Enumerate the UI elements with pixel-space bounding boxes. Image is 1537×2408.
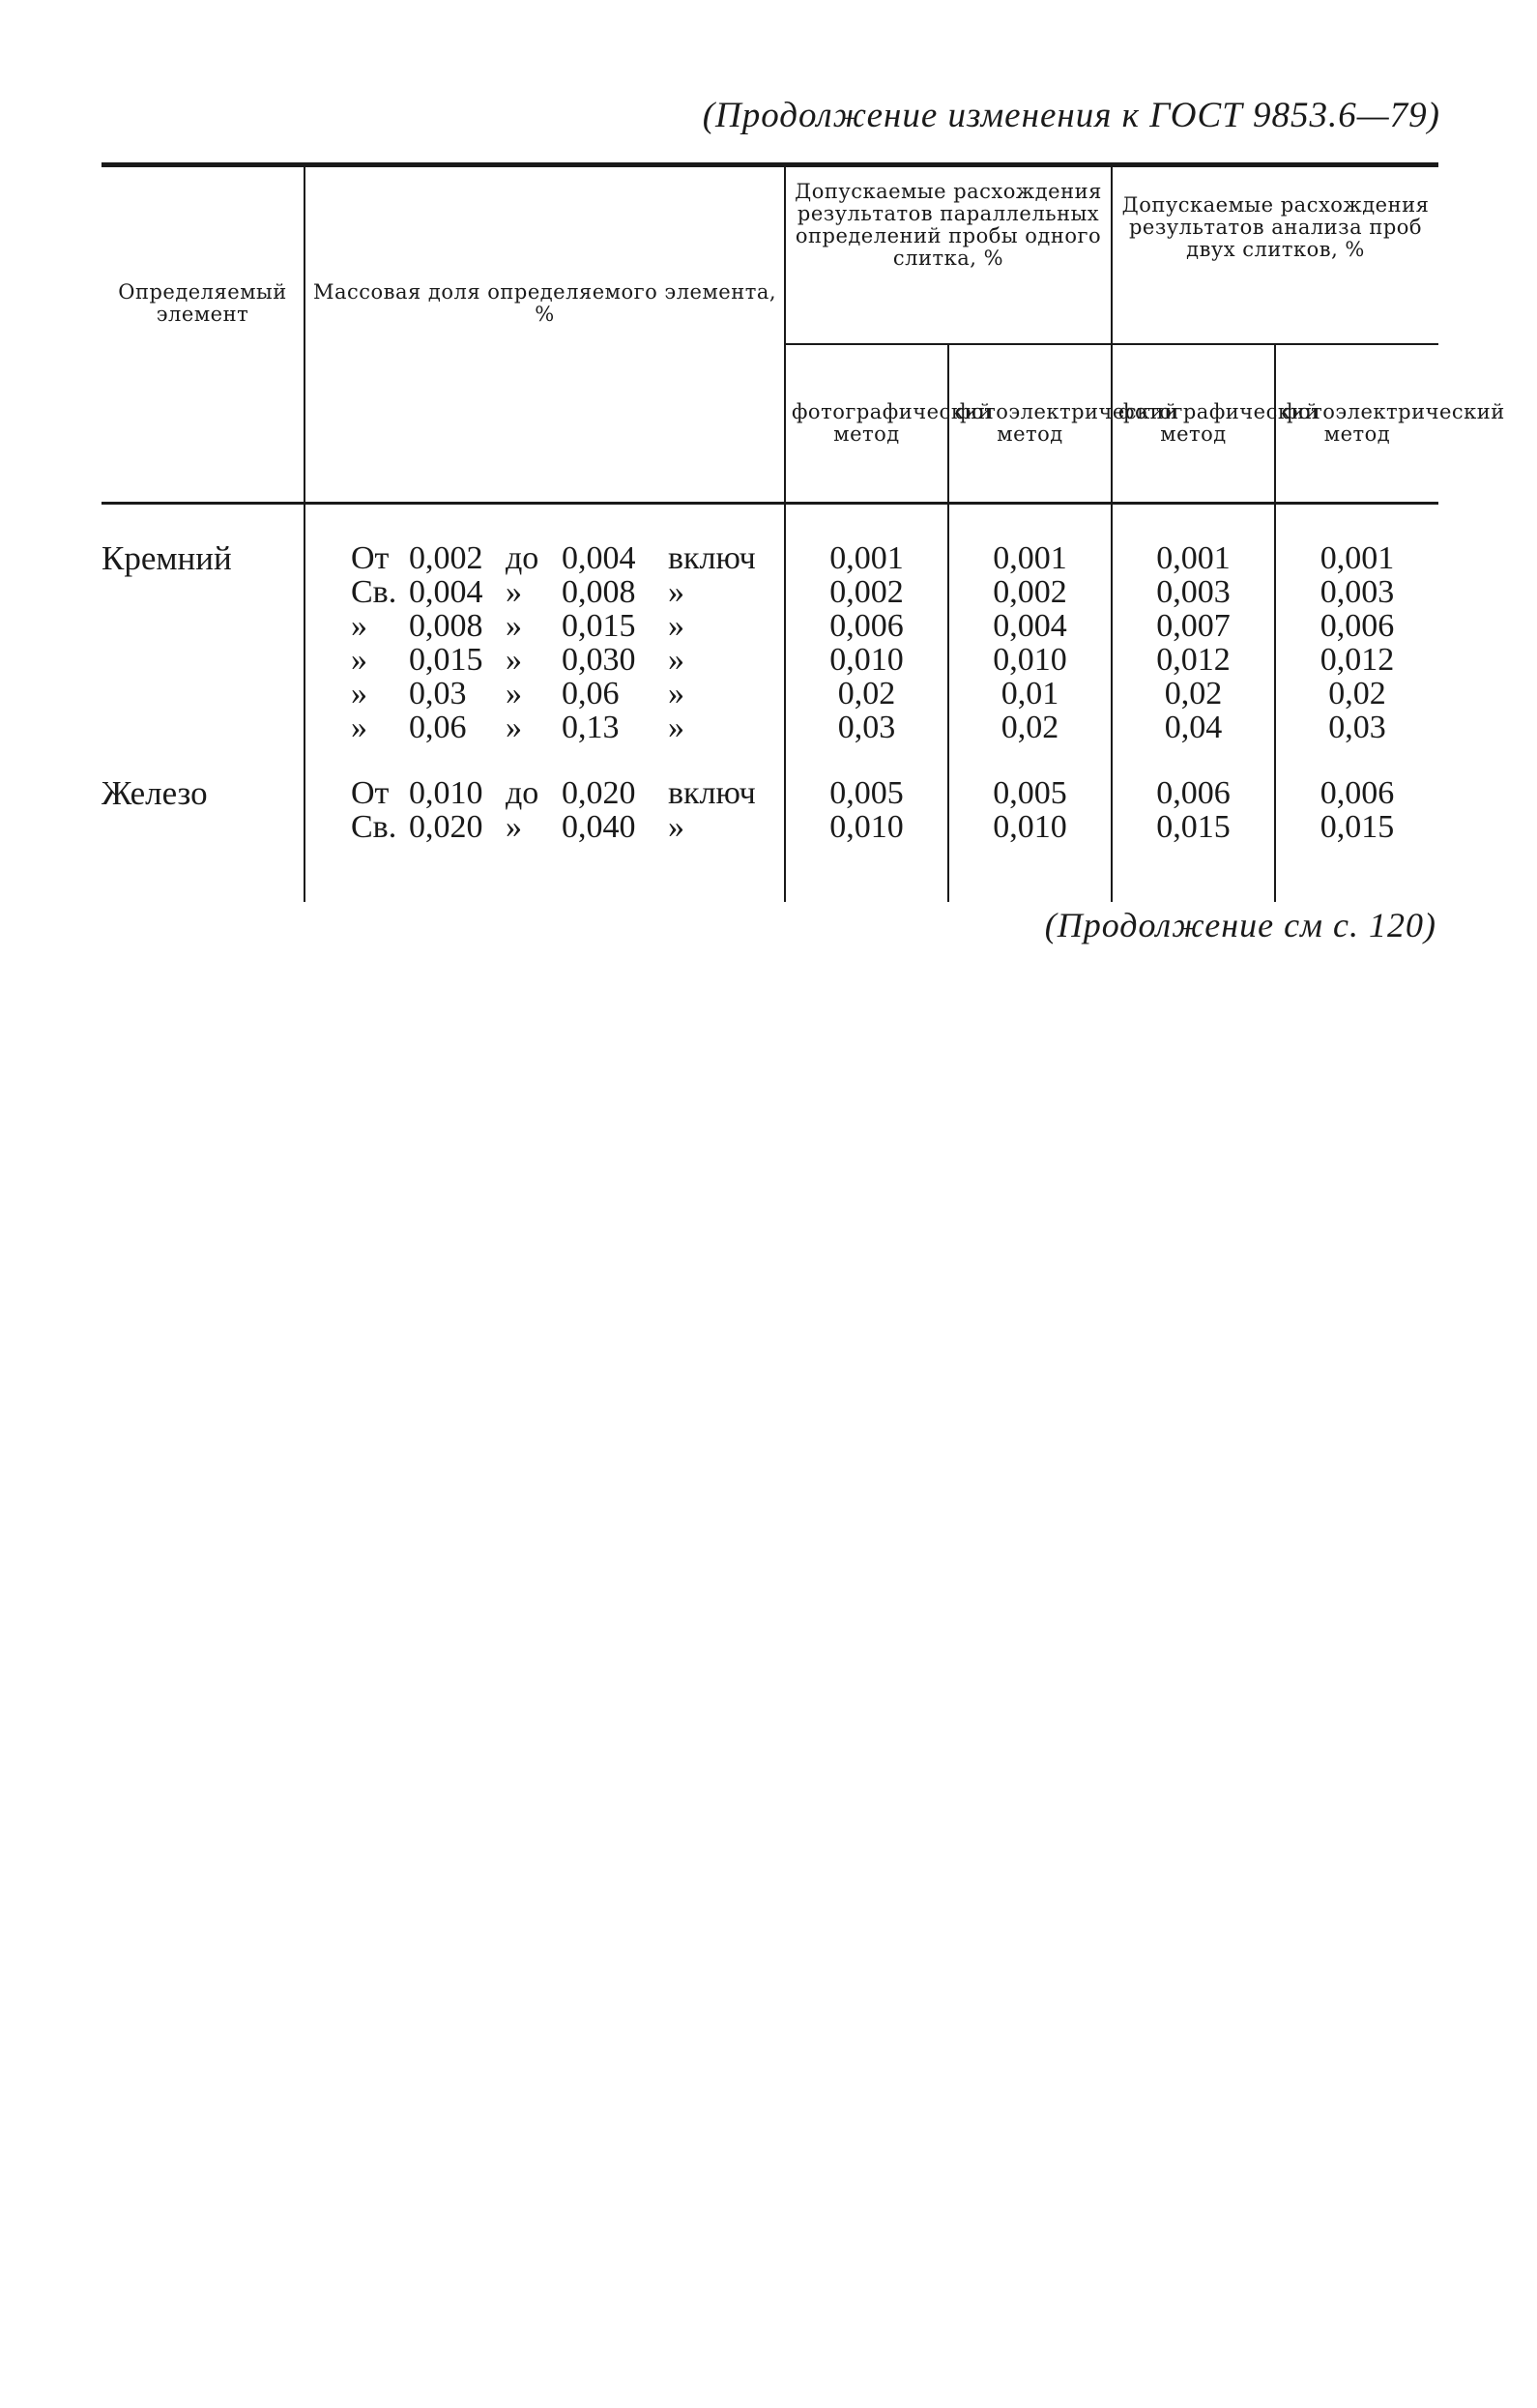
page-header-continuation: (Продолжение изменения к ГОСТ 9853.6—79) [702,96,1440,135]
table-row [102,776,1438,810]
range-prefix: От [351,775,390,811]
table-body [102,504,1438,903]
range-from: 0,020 [409,809,483,845]
element-cell [102,643,304,677]
value-photographic-one-ingot: 0,002 [785,575,948,609]
range-connector: до [506,540,539,576]
mass-fraction-range [304,541,785,575]
range-from: 0,010 [409,775,483,811]
column-header-mass-fraction: Массовая доля определяемого элемента, % [304,165,785,504]
value-photographic-two-ingots: 0,02 [1112,677,1275,711]
range-prefix: » [351,710,367,745]
range-suffix: » [668,710,684,745]
range-suffix: » [668,574,684,610]
mass-fraction-range [304,609,785,643]
value-photoelectric-one-ingot: 0,010 [948,643,1112,677]
range-from: 0,008 [409,608,483,644]
value-photographic-one-ingot: 0,02 [785,677,948,711]
value-photographic-two-ingots: 0,003 [1112,575,1275,609]
range-from: 0,06 [409,710,467,745]
value-photoelectric-two-ingots: 0,003 [1275,575,1438,609]
range-suffix: » [668,642,684,678]
value-photographic-two-ingots: 0,006 [1112,776,1275,810]
value-photographic-two-ingots: 0,04 [1112,711,1275,744]
element-name: Кремний [102,539,232,577]
value-photoelectric-two-ingots: 0,015 [1275,810,1438,844]
range-suffix: » [668,608,684,644]
value-photographic-one-ingot: 0,03 [785,711,948,744]
column-header-photographic-one-ingot: фотографический метод [785,344,948,504]
value-photoelectric-one-ingot: 0,004 [948,609,1112,643]
table-row [102,541,1438,575]
value-photoelectric-one-ingot: 0,02 [948,711,1112,744]
range-from: 0,015 [409,642,483,678]
range-connector: » [506,710,522,745]
column-group-one-ingot: Допускаемые расхождения результатов параллельных определений пробы одного слитка, % [785,165,1112,345]
range-suffix: » [668,809,684,845]
range-connector: » [506,608,522,644]
element-cell [102,677,304,711]
table-row [102,609,1438,643]
value-photoelectric-two-ingots: 0,02 [1275,677,1438,711]
mass-fraction-range [304,643,785,677]
column-group-two-ingots: Допускаемые расхождения результатов анализа проб двух слитков, % [1112,165,1438,345]
range-to: 0,015 [562,608,636,644]
value-photographic-two-ingots: 0,012 [1112,643,1275,677]
value-photographic-two-ingots: 0,015 [1112,810,1275,844]
range-connector: до [506,775,539,811]
value-photoelectric-one-ingot: 0,01 [948,677,1112,711]
table-row [102,643,1438,677]
value-photoelectric-two-ingots: 0,012 [1275,643,1438,677]
value-photoelectric-two-ingots: 0,001 [1275,541,1438,575]
range-to: 0,008 [562,574,636,610]
range-prefix: » [351,642,367,678]
value-photoelectric-one-ingot: 0,005 [948,776,1112,810]
range-connector: » [506,642,522,678]
range-suffix: » [668,676,684,711]
value-photographic-one-ingot: 0,005 [785,776,948,810]
range-connector: » [506,809,522,845]
table-row [102,810,1438,844]
range-from: 0,03 [409,676,467,711]
value-photoelectric-one-ingot: 0,002 [948,575,1112,609]
range-prefix: » [351,676,367,711]
mass-fraction-range [304,776,785,810]
mass-fraction-range [304,575,785,609]
range-to: 0,040 [562,809,636,845]
range-connector: » [506,676,522,711]
element-name: Железо [102,774,208,812]
range-to: 0,004 [562,540,636,576]
value-photoelectric-two-ingots: 0,03 [1275,711,1438,744]
value-photographic-one-ingot: 0,001 [785,541,948,575]
mass-fraction-range [304,677,785,711]
value-photographic-one-ingot: 0,006 [785,609,948,643]
column-header-photographic-two-ingots: фотографический метод [1112,344,1275,504]
tolerance-table [102,162,1505,902]
value-photoelectric-two-ingots: 0,006 [1275,609,1438,643]
element-cell [102,810,304,844]
page-footer-continuation: (Продолжение см с. 120) [1044,906,1436,944]
value-photoelectric-one-ingot: 0,010 [948,810,1112,844]
range-to: 0,06 [562,676,620,711]
range-suffix: включ [668,540,756,576]
value-photoelectric-two-ingots: 0,006 [1275,776,1438,810]
column-header-element: Определяемый элемент [102,165,304,504]
table-header [102,165,1505,504]
range-to: 0,020 [562,775,636,811]
range-prefix: От [351,540,390,576]
range-to: 0,030 [562,642,636,678]
value-photographic-one-ingot: 0,010 [785,643,948,677]
mass-fraction-range [304,711,785,744]
range-to: 0,13 [562,710,620,745]
range-prefix: Св. [351,574,397,610]
range-prefix: Св. [351,809,397,845]
range-from: 0,002 [409,540,483,576]
value-photographic-two-ingots: 0,007 [1112,609,1275,643]
range-suffix: включ [668,775,756,811]
table-row [102,711,1438,744]
value-photographic-two-ingots: 0,001 [1112,541,1275,575]
value-photographic-one-ingot: 0,010 [785,810,948,844]
range-prefix: » [351,608,367,644]
column-header-photoelectric-two-ingots: фотоэлектрический метод [1275,344,1438,504]
element-cell [102,609,304,643]
table-row [102,677,1438,711]
column-header-photoelectric-one-ingot: фотоэлектрический метод [948,344,1112,504]
mass-fraction-range [304,810,785,844]
element-cell [102,575,304,609]
element-cell [102,711,304,744]
value-photoelectric-one-ingot: 0,001 [948,541,1112,575]
table-row [102,575,1438,609]
range-connector: » [506,574,522,610]
range-from: 0,004 [409,574,483,610]
